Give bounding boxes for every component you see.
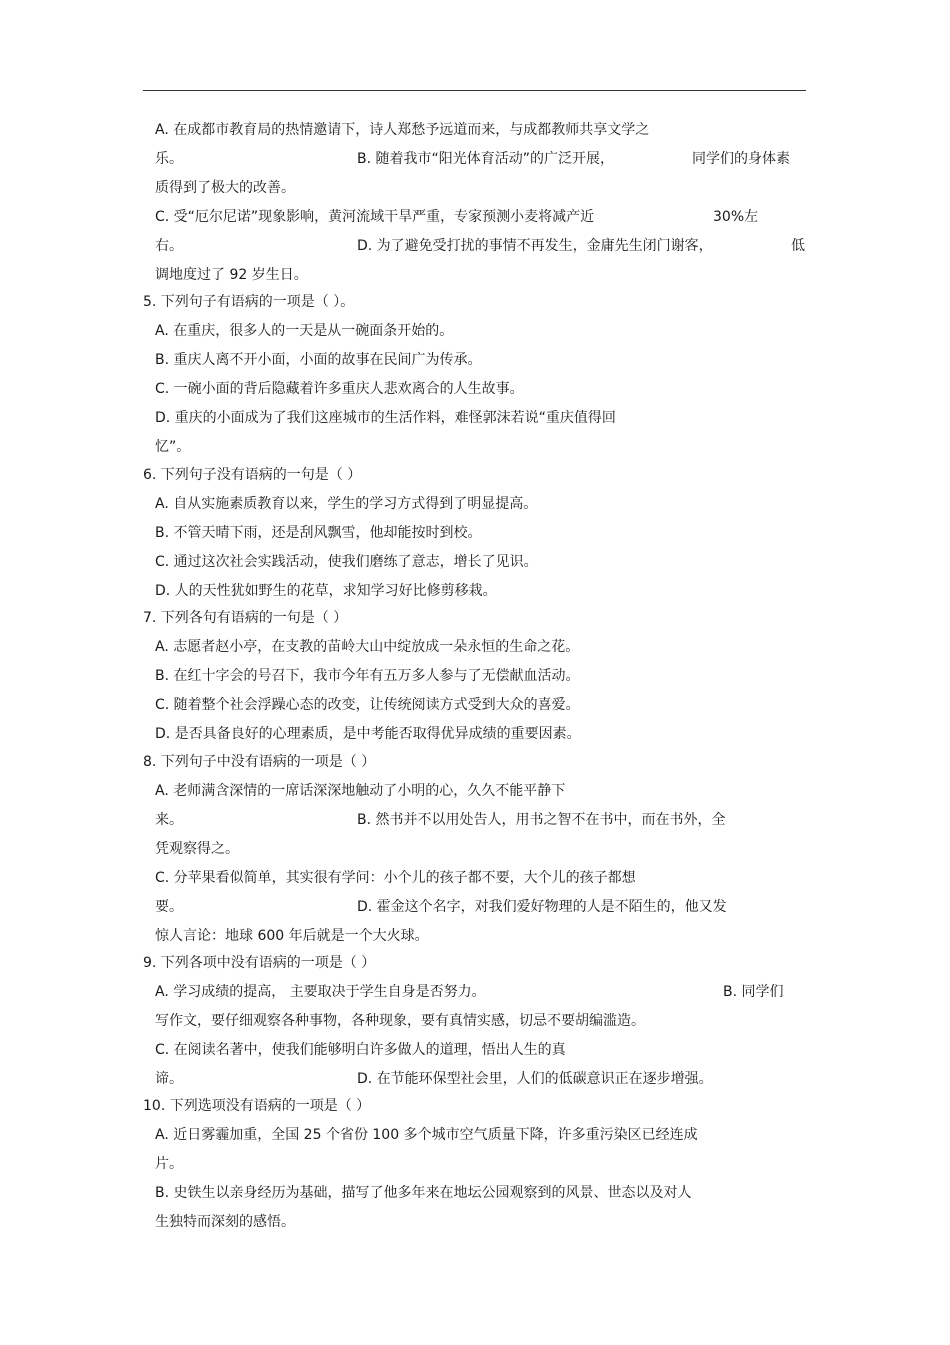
question-7: 7. 下列各句有语病的一句是（ ） [143, 610, 348, 626]
text-line: 调地度过了 92 岁生日。 [155, 267, 308, 283]
option-d: D. 霍金这个名字，对我们爱好物理的人是不陌生的，他又发 [357, 899, 727, 915]
option-b: B. 同学们 [723, 984, 784, 1000]
text-line: 来。 [155, 812, 183, 828]
option-b: B. 在红十字会的号召下，我市今年有五万多人参与了无偿献血活动。 [155, 668, 580, 684]
option-b: B. 然书并不以用处告人，用书之智不在书中，而在书外，全 [357, 812, 726, 828]
option-b: B. 重庆人离不开小面，小面的故事在民间广为传承。 [155, 352, 482, 368]
question-5: 5. 下列句子有语病的一项是（ ）。 [143, 294, 355, 310]
option-b: B. 不管天晴下雨，还是刮风飘雪，他却能按时到校。 [155, 525, 482, 541]
option-d: D. 在节能环保型社会里，人们的低碳意识正在逐步增强。 [357, 1071, 713, 1087]
option-b: B. 史铁生以亲身经历为基础，描写了他多年来在地坛公园观察到的风景、世态以及对人 [155, 1185, 692, 1201]
option-a: A. 自从实施素质教育以来，学生的学习方式得到了明显提高。 [155, 496, 538, 512]
text-line: 右。 [155, 238, 183, 254]
text-line: 同学们的身体素 [692, 151, 790, 167]
option-a: A. 志愿者赵小亭，在支教的苗岭大山中绽放成一朵永恒的生命之花。 [155, 639, 580, 655]
text-line: B. 随着我市“阳光体育活动”的广泛开展， [357, 151, 615, 167]
text-line: 凭观察得之。 [155, 841, 239, 857]
text-line: D. 为了避免受打扰的事情不再发生，金庸先生闭门谢客， [357, 238, 713, 254]
option-a: A. 老师满含深情的一席话深深地触动了小明的心，久久不能平静下 [155, 783, 566, 799]
question-9: 9. 下列各项中没有语病的一项是（ ） [143, 955, 376, 971]
text-line: 写作文，要仔细观察各种事物，各种现象，要有真情实感，切忌不要胡编滥造。 [155, 1013, 645, 1029]
option-c: C. 通过这次社会实践活动，使我们磨练了意志，增长了见识。 [155, 554, 538, 570]
option-c: C. 分苹果看似简单，其实很有学问：小个儿的孩子都不要，大个儿的孩子都想 [155, 870, 636, 886]
text-line: 乐。 [155, 151, 183, 167]
option-d: D. 重庆的小面成为了我们这座城市的生活作料，难怪郭沫若说“重庆值得回 [155, 410, 616, 426]
question-10: 10. 下列选项没有语病的一项是（ ） [143, 1098, 371, 1114]
text-line: 生独特而深刻的感悟。 [155, 1214, 295, 1230]
text-line: 忆”。 [155, 439, 191, 455]
text-line: A. 在成都市教育局的热情邀请下，诗人郑愁予远道而来，与成都教师共享文学之 [155, 122, 650, 138]
option-a: A. 在重庆，很多人的一天是从一碗面条开始的。 [155, 323, 454, 339]
option-c: C. 随着整个社会浮躁心态的改变，让传统阅读方式受到大众的喜爱。 [155, 697, 580, 713]
text-line: 谛。 [155, 1071, 183, 1087]
question-8: 8. 下列句子中没有语病的一项是（ ） [143, 754, 376, 770]
text-line: C. 受“厄尔尼诺”现象影响，黄河流域干旱严重，专家预测小麦将减产近 [155, 209, 595, 225]
text-line: 30%左 [713, 209, 759, 225]
option-a: A. 近日雾霾加重，全国 25 个省份 100 多个城市空气质量下降，许多重污染区已经连成 [155, 1127, 698, 1143]
option-d: D. 是否具备良好的心理素质，是中考能否取得优异成绩的重要因素。 [155, 726, 581, 742]
option-a: A. 学习成绩的提高， 主要取决于学生自身是否努力。 [155, 984, 486, 1000]
text-line: 低 [791, 238, 805, 254]
text-line: 要。 [155, 899, 183, 915]
option-c: C. 一碗小面的背后隐藏着许多重庆人悲欢离合的人生故事。 [155, 381, 524, 397]
question-6: 6. 下列句子没有语病的一句是（ ） [143, 467, 362, 483]
option-c: C. 在阅读名著中，使我们能够明白许多做人的道理，悟出人生的真 [155, 1042, 566, 1058]
header-rule [143, 90, 806, 91]
option-d: D. 人的天性犹如野生的花草，求知学习好比修剪移栽。 [155, 583, 497, 599]
text-line: 片。 [155, 1156, 183, 1172]
text-line: 惊人言论：地球 600 年后就是一个大火球。 [155, 928, 429, 944]
text-line: 质得到了极大的改善。 [155, 180, 295, 196]
